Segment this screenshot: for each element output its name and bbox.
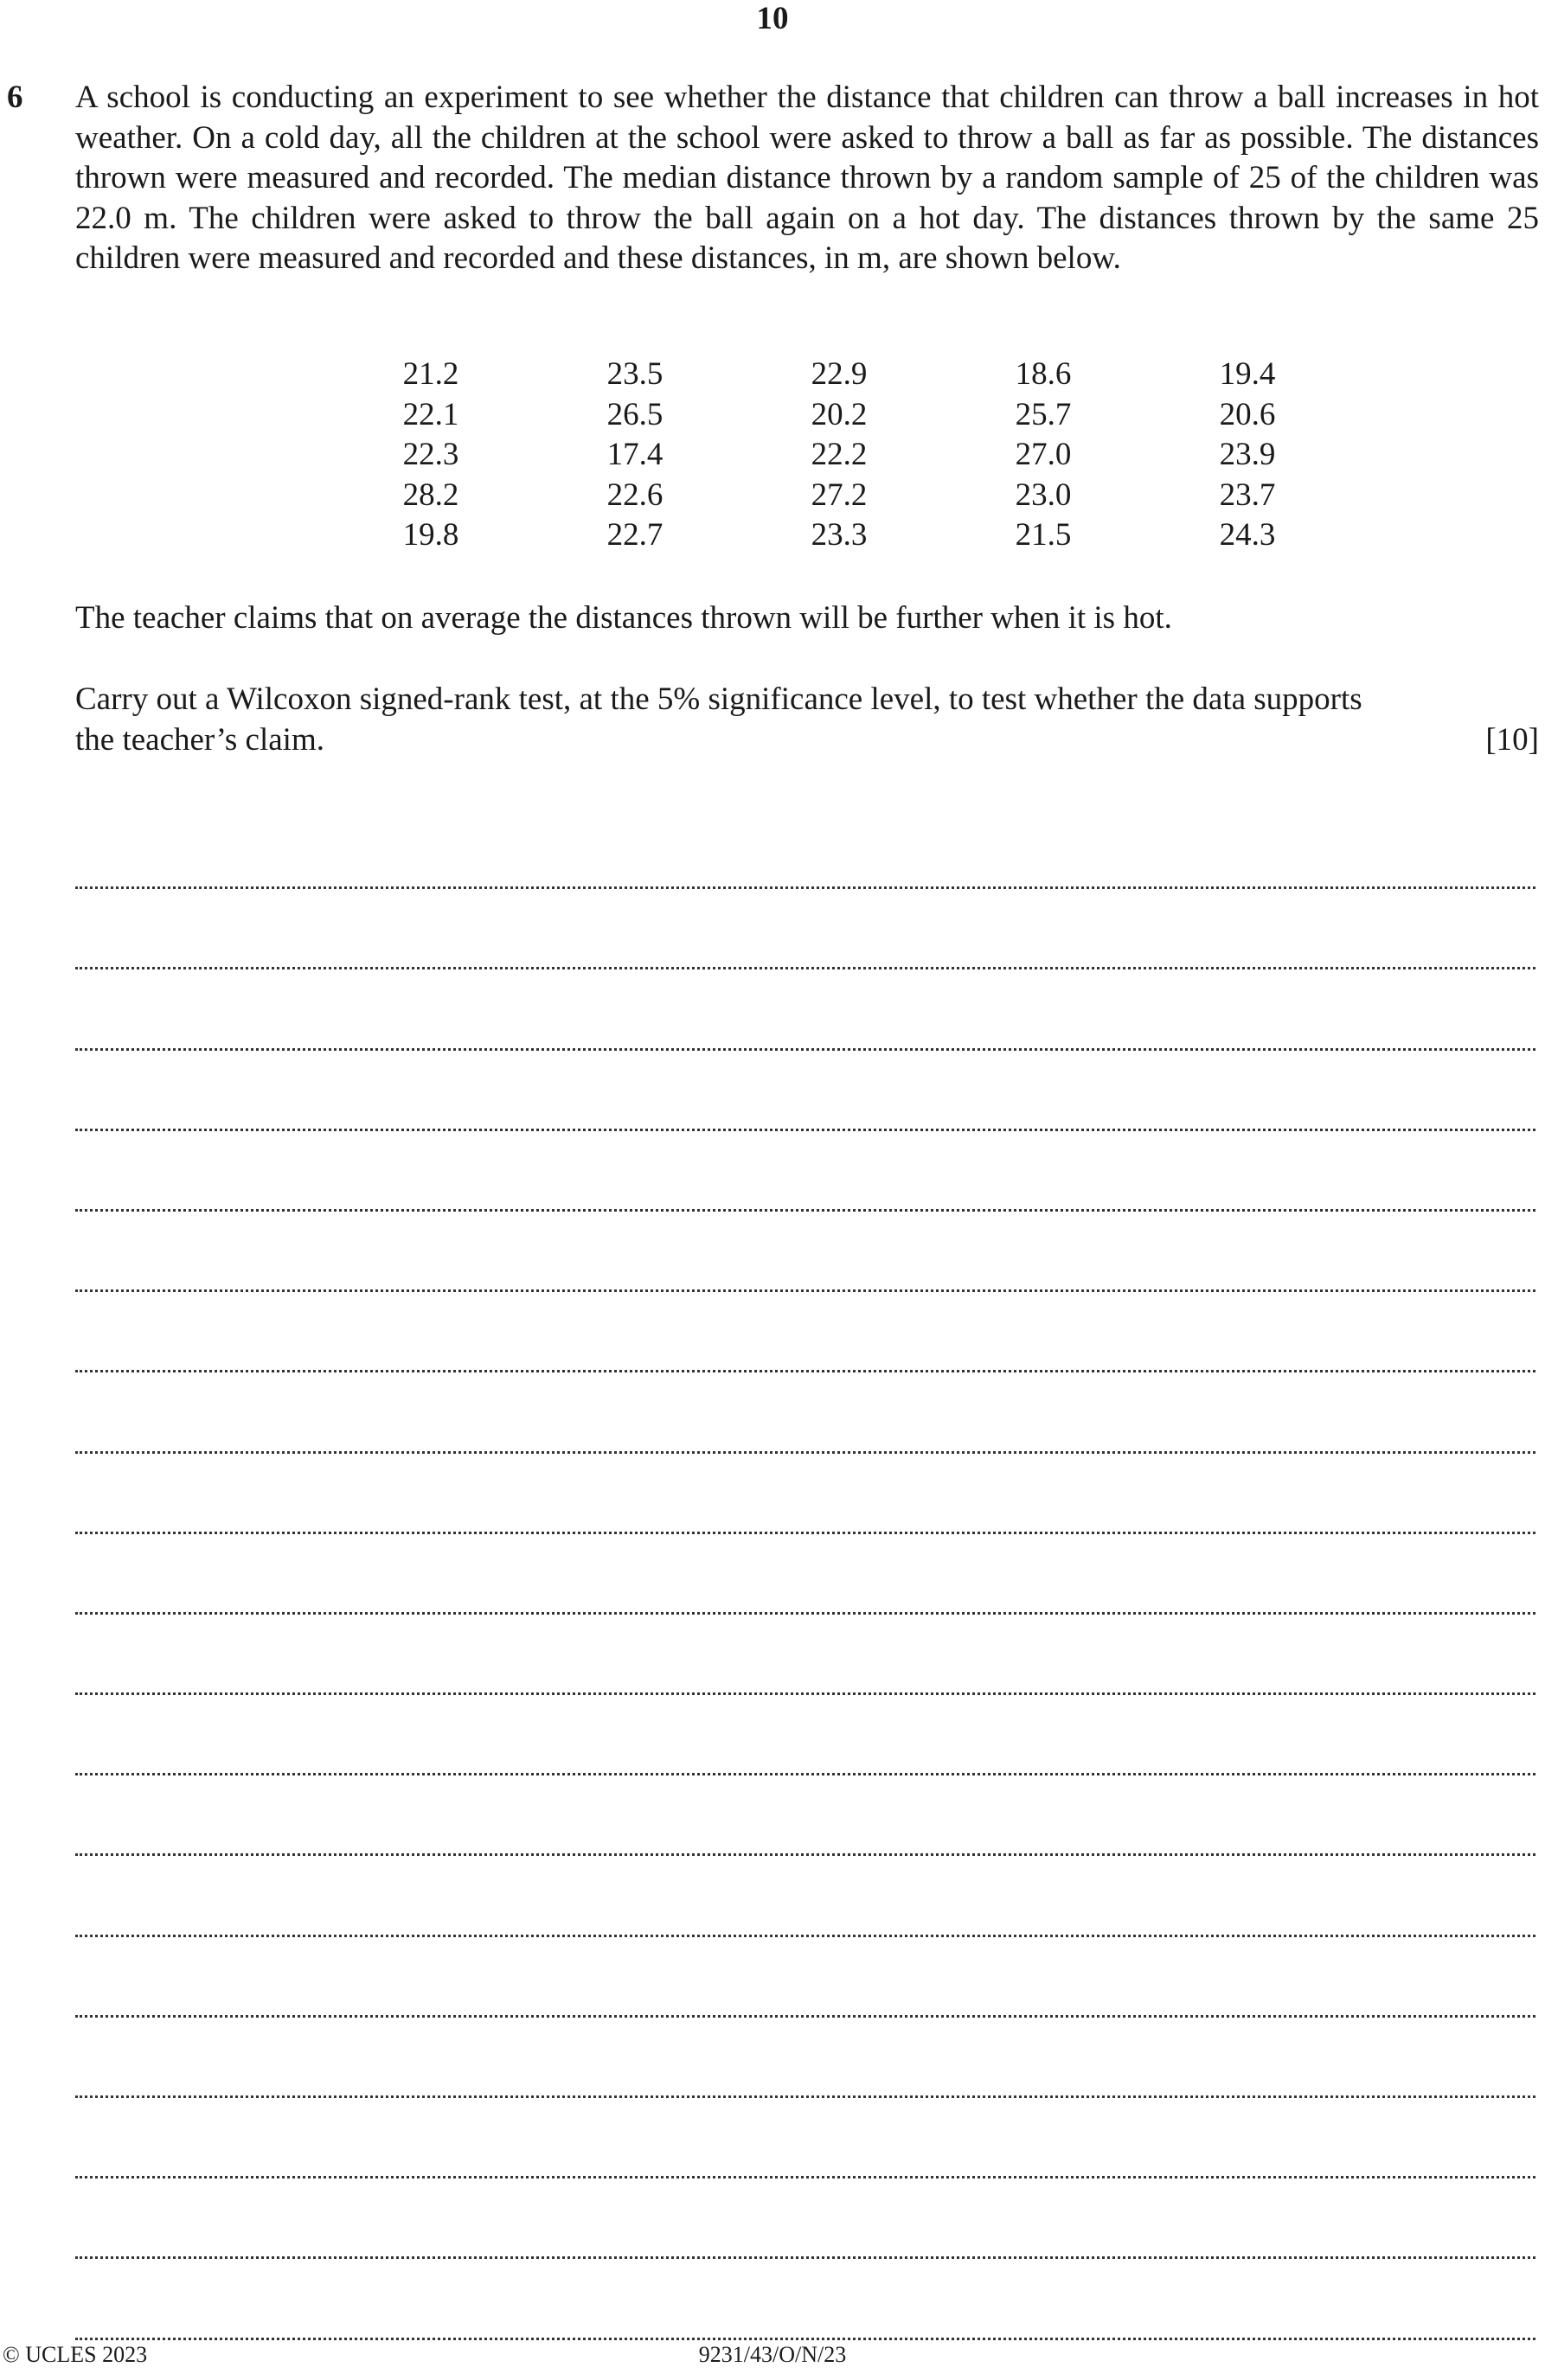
answer-line[interactable]: [75, 1454, 1535, 1534]
table-row: [329, 515, 1349, 556]
table-cell: 23.5: [606, 356, 664, 392]
table-cell: 28.2: [402, 477, 459, 513]
table-cell: 17.4: [606, 437, 664, 472]
table-cell: 27.2: [811, 477, 868, 513]
paper-code: 9231/43/O/N/23: [698, 2342, 847, 2367]
table-cell: 21.2: [402, 356, 459, 392]
answer-line[interactable]: [75, 2098, 1535, 2178]
copyright-notice: © UCLES 2023: [3, 2342, 148, 2367]
answer-line[interactable]: [75, 809, 1535, 889]
table-cell: 19.4: [1219, 356, 1276, 392]
table-cell: 23.7: [1219, 477, 1276, 513]
answer-line[interactable]: [75, 1937, 1535, 2018]
answer-line[interactable]: [75, 1051, 1535, 1131]
answer-line[interactable]: [75, 1615, 1535, 1695]
table-cell: 25.7: [1015, 396, 1072, 432]
table-cell: 22.3: [402, 437, 459, 472]
table-row: [329, 395, 1349, 436]
table-cell: 18.6: [1015, 356, 1072, 392]
question-number: 6: [7, 80, 23, 115]
table-cell: 21.5: [1015, 517, 1072, 553]
table-cell: 22.2: [811, 437, 868, 472]
table-cell: 24.3: [1219, 517, 1276, 553]
table-cell: 19.8: [402, 517, 459, 553]
answer-area[interactable]: [75, 809, 1535, 2340]
answer-line[interactable]: [75, 1372, 1535, 1453]
table-cell: 22.9: [811, 356, 868, 392]
answer-line[interactable]: [75, 1131, 1535, 1212]
table-cell: 23.0: [1015, 477, 1072, 513]
distances-table: [329, 355, 1349, 556]
answer-line[interactable]: [75, 1856, 1535, 1936]
answer-line[interactable]: [75, 969, 1535, 1050]
table-row: [329, 435, 1349, 476]
instruction-line-2-text: the teacher’s claim.: [75, 722, 324, 758]
table-row: [329, 476, 1349, 516]
table-row: [329, 355, 1349, 395]
answer-line[interactable]: [75, 2259, 1535, 2339]
marks-label: [10]: [1485, 722, 1539, 758]
table-cell: 22.6: [606, 477, 664, 513]
answer-line[interactable]: [75, 1292, 1535, 1372]
answer-line[interactable]: [75, 2018, 1535, 2098]
table-cell: 23.9: [1219, 437, 1276, 472]
instruction-line-2: [75, 720, 1539, 761]
question-text: A school is conducting an experiment to see whether the distance that children can throw a ball increases in hot weather. On a cold day, all the children at the school were asked to throw a ball as far as possible. The distances thrown were measured and recorded. The median distance thrown by a random sample of 25 of the children was 22.0 m. The children were asked to throw the ball again on a hot day. The distances thrown by the same 25 children were measured and recorded and these distances, in m, are shown below.: [75, 80, 1539, 276]
answer-line[interactable]: [75, 889, 1535, 969]
table-cell: 27.0: [1015, 437, 1072, 472]
answer-line[interactable]: [75, 1775, 1535, 1856]
instruction-line-1: Carry out a Wilcoxon signed-rank test, at the 5% significance level, to test whether the data supports: [75, 681, 1362, 717]
table-cell: 20.2: [811, 396, 868, 432]
table-cell: 23.3: [811, 517, 868, 553]
answer-line[interactable]: [75, 2178, 1535, 2259]
table-cell: 26.5: [606, 396, 664, 432]
answer-line[interactable]: [75, 1534, 1535, 1615]
table-cell: 20.6: [1219, 396, 1276, 432]
table-cell: 22.1: [402, 396, 459, 432]
page-number: 10: [756, 1, 789, 36]
table-cell: 22.7: [606, 517, 664, 553]
answer-line[interactable]: [75, 1695, 1535, 1775]
answer-line[interactable]: [75, 1212, 1535, 1292]
teacher-claim: The teacher claims that on average the distances thrown will be further when it is hot.: [75, 600, 1172, 636]
